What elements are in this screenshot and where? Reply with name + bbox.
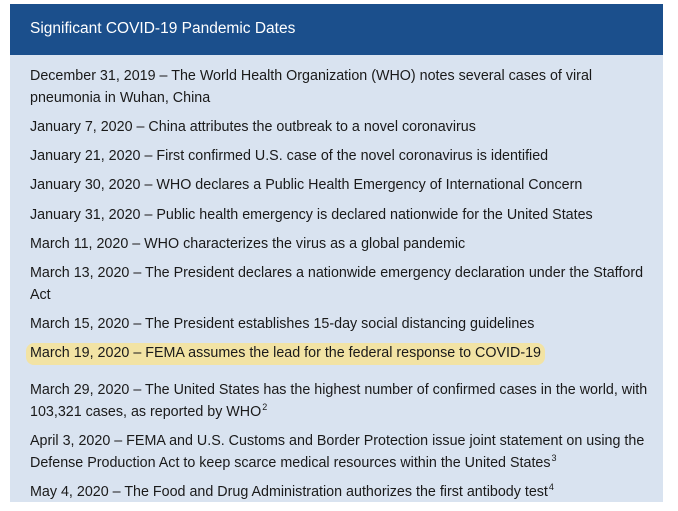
entry-text: January 30, 2020 – WHO declares a Public Health Emergency of International Concern xyxy=(30,177,583,194)
timeline-entry xyxy=(30,117,650,139)
entry-text: March 15, 2020 – The President establishes 15-day social distancing guidelines xyxy=(30,316,535,333)
entry-text: March 29, 2020 – The United States has the highest number of confirmed cases in the world, with 103,321 cases, as reported by WHO xyxy=(30,382,648,420)
timeline-entry xyxy=(30,263,650,306)
timeline-entry xyxy=(30,314,650,336)
entry-text: January 31, 2020 – Public health emergency is declared nationwide for the United States xyxy=(30,206,593,223)
entry-text: January 7, 2020 – China attributes the outbreak to a novel coronavirus xyxy=(30,118,476,135)
entry-text: March 11, 2020 – WHO characterizes the virus as a global pandemic xyxy=(30,235,466,252)
timeline-entry xyxy=(30,66,650,109)
timeline-entry xyxy=(30,380,650,423)
entry-text: March 19, 2020 – FEMA assumes the lead for the federal response to COVID-19 xyxy=(30,345,541,362)
timeline-entry xyxy=(30,234,650,256)
entry-text: April 3, 2020 – FEMA and U.S. Customs and Border Protection issue joint statement on using the Defense Production Act to keep scarce medical resources within the United States xyxy=(30,433,645,471)
timeline-entry xyxy=(30,431,650,474)
entry-text: March 13, 2020 – The President declares a nationwide emergency declaration under the Stafford Act xyxy=(30,265,644,303)
panel-header xyxy=(10,4,663,55)
panel-title: Significant COVID-19 Pandemic Dates xyxy=(30,20,296,37)
timeline-entry xyxy=(30,175,650,197)
timeline-list xyxy=(30,66,650,511)
timeline-entry xyxy=(30,205,650,227)
entry-text: January 21, 2020 – First confirmed U.S. case of the novel coronavirus is identified xyxy=(30,148,549,165)
timeline-entry-highlighted xyxy=(26,343,545,365)
entry-text: December 31, 2019 – The World Health Organization (WHO) notes several cases of viral pneumonia in Wuhan, China xyxy=(30,68,593,106)
footnote-ref: 2 xyxy=(262,402,268,413)
footnote-ref: 4 xyxy=(548,482,554,493)
highlight-row xyxy=(30,343,650,372)
footnote-ref: 3 xyxy=(551,453,557,463)
timeline-entry xyxy=(30,482,650,504)
timeline-entry xyxy=(30,146,650,168)
timeline-panel xyxy=(10,4,663,502)
entry-text: May 4, 2020 – The Food and Drug Administration authorizes the first antibody test xyxy=(30,484,548,501)
